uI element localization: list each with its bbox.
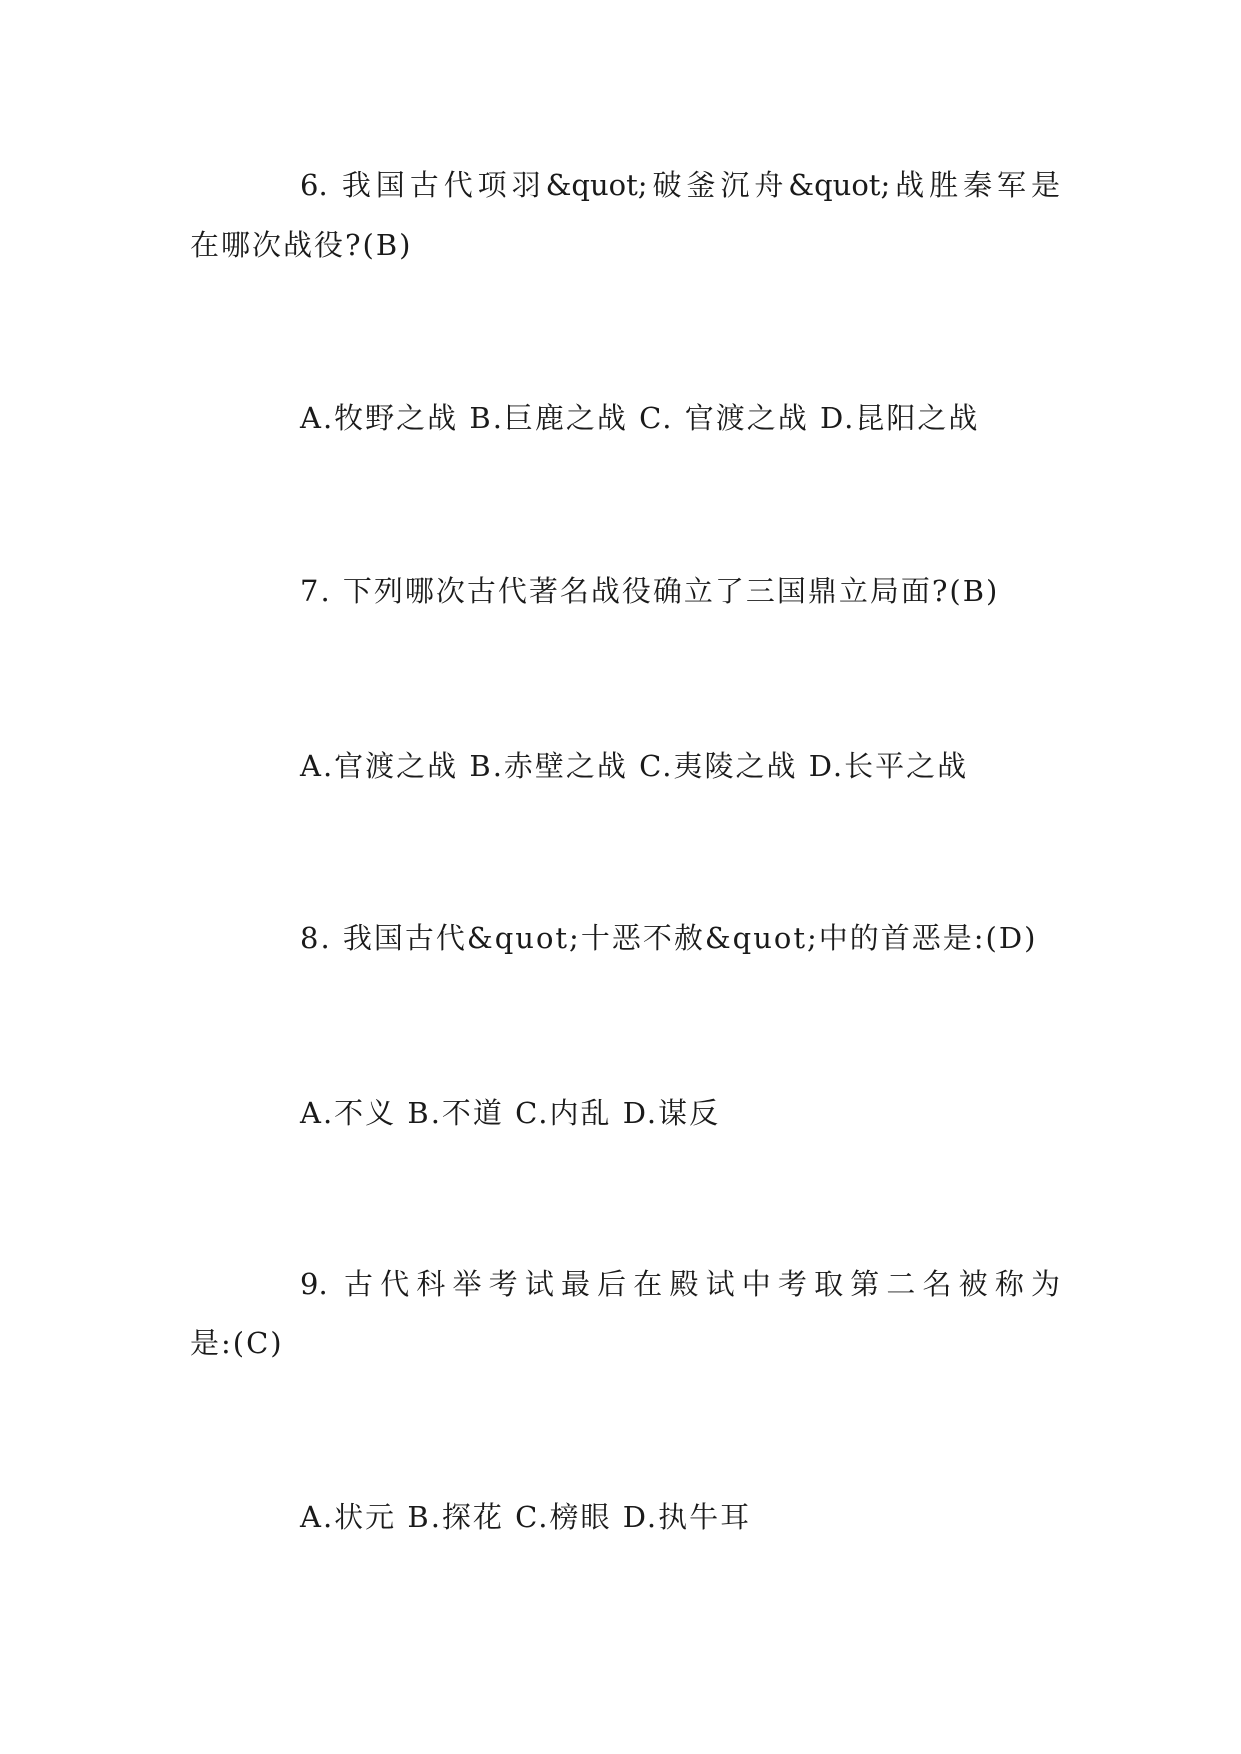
- question-8-line-1: 8. 我国古代&quot;十恶不赦&quot;中的首恶是:(D): [300, 921, 1038, 955]
- question-6-options: A.牧野之战 B.巨鹿之战 C. 官渡之战 D.昆阳之战: [300, 401, 980, 435]
- question-9-line-2: 是:(C): [190, 1326, 284, 1360]
- question-9-line-1: 9. 古代科举考试最后在殿试中考取第二名被称为: [300, 1267, 1060, 1301]
- question-6-line-2: 在哪次战役?(B): [190, 228, 413, 262]
- question-6-line-1: 6. 我国古代项羽&quot;破釜沉舟&quot;战胜秦军是: [300, 168, 1060, 202]
- question-8-options: A.不义 B.不道 C.内乱 D.谋反: [300, 1096, 721, 1130]
- question-7-options: A.官渡之战 B.赤壁之战 C.夷陵之战 D.长平之战: [300, 749, 969, 783]
- question-7-line-1: 7. 下列哪次古代著名战役确立了三国鼎立局面?(B): [300, 574, 1000, 608]
- question-9-options: A.状元 B.探花 C.榜眼 D.执牛耳: [300, 1500, 752, 1534]
